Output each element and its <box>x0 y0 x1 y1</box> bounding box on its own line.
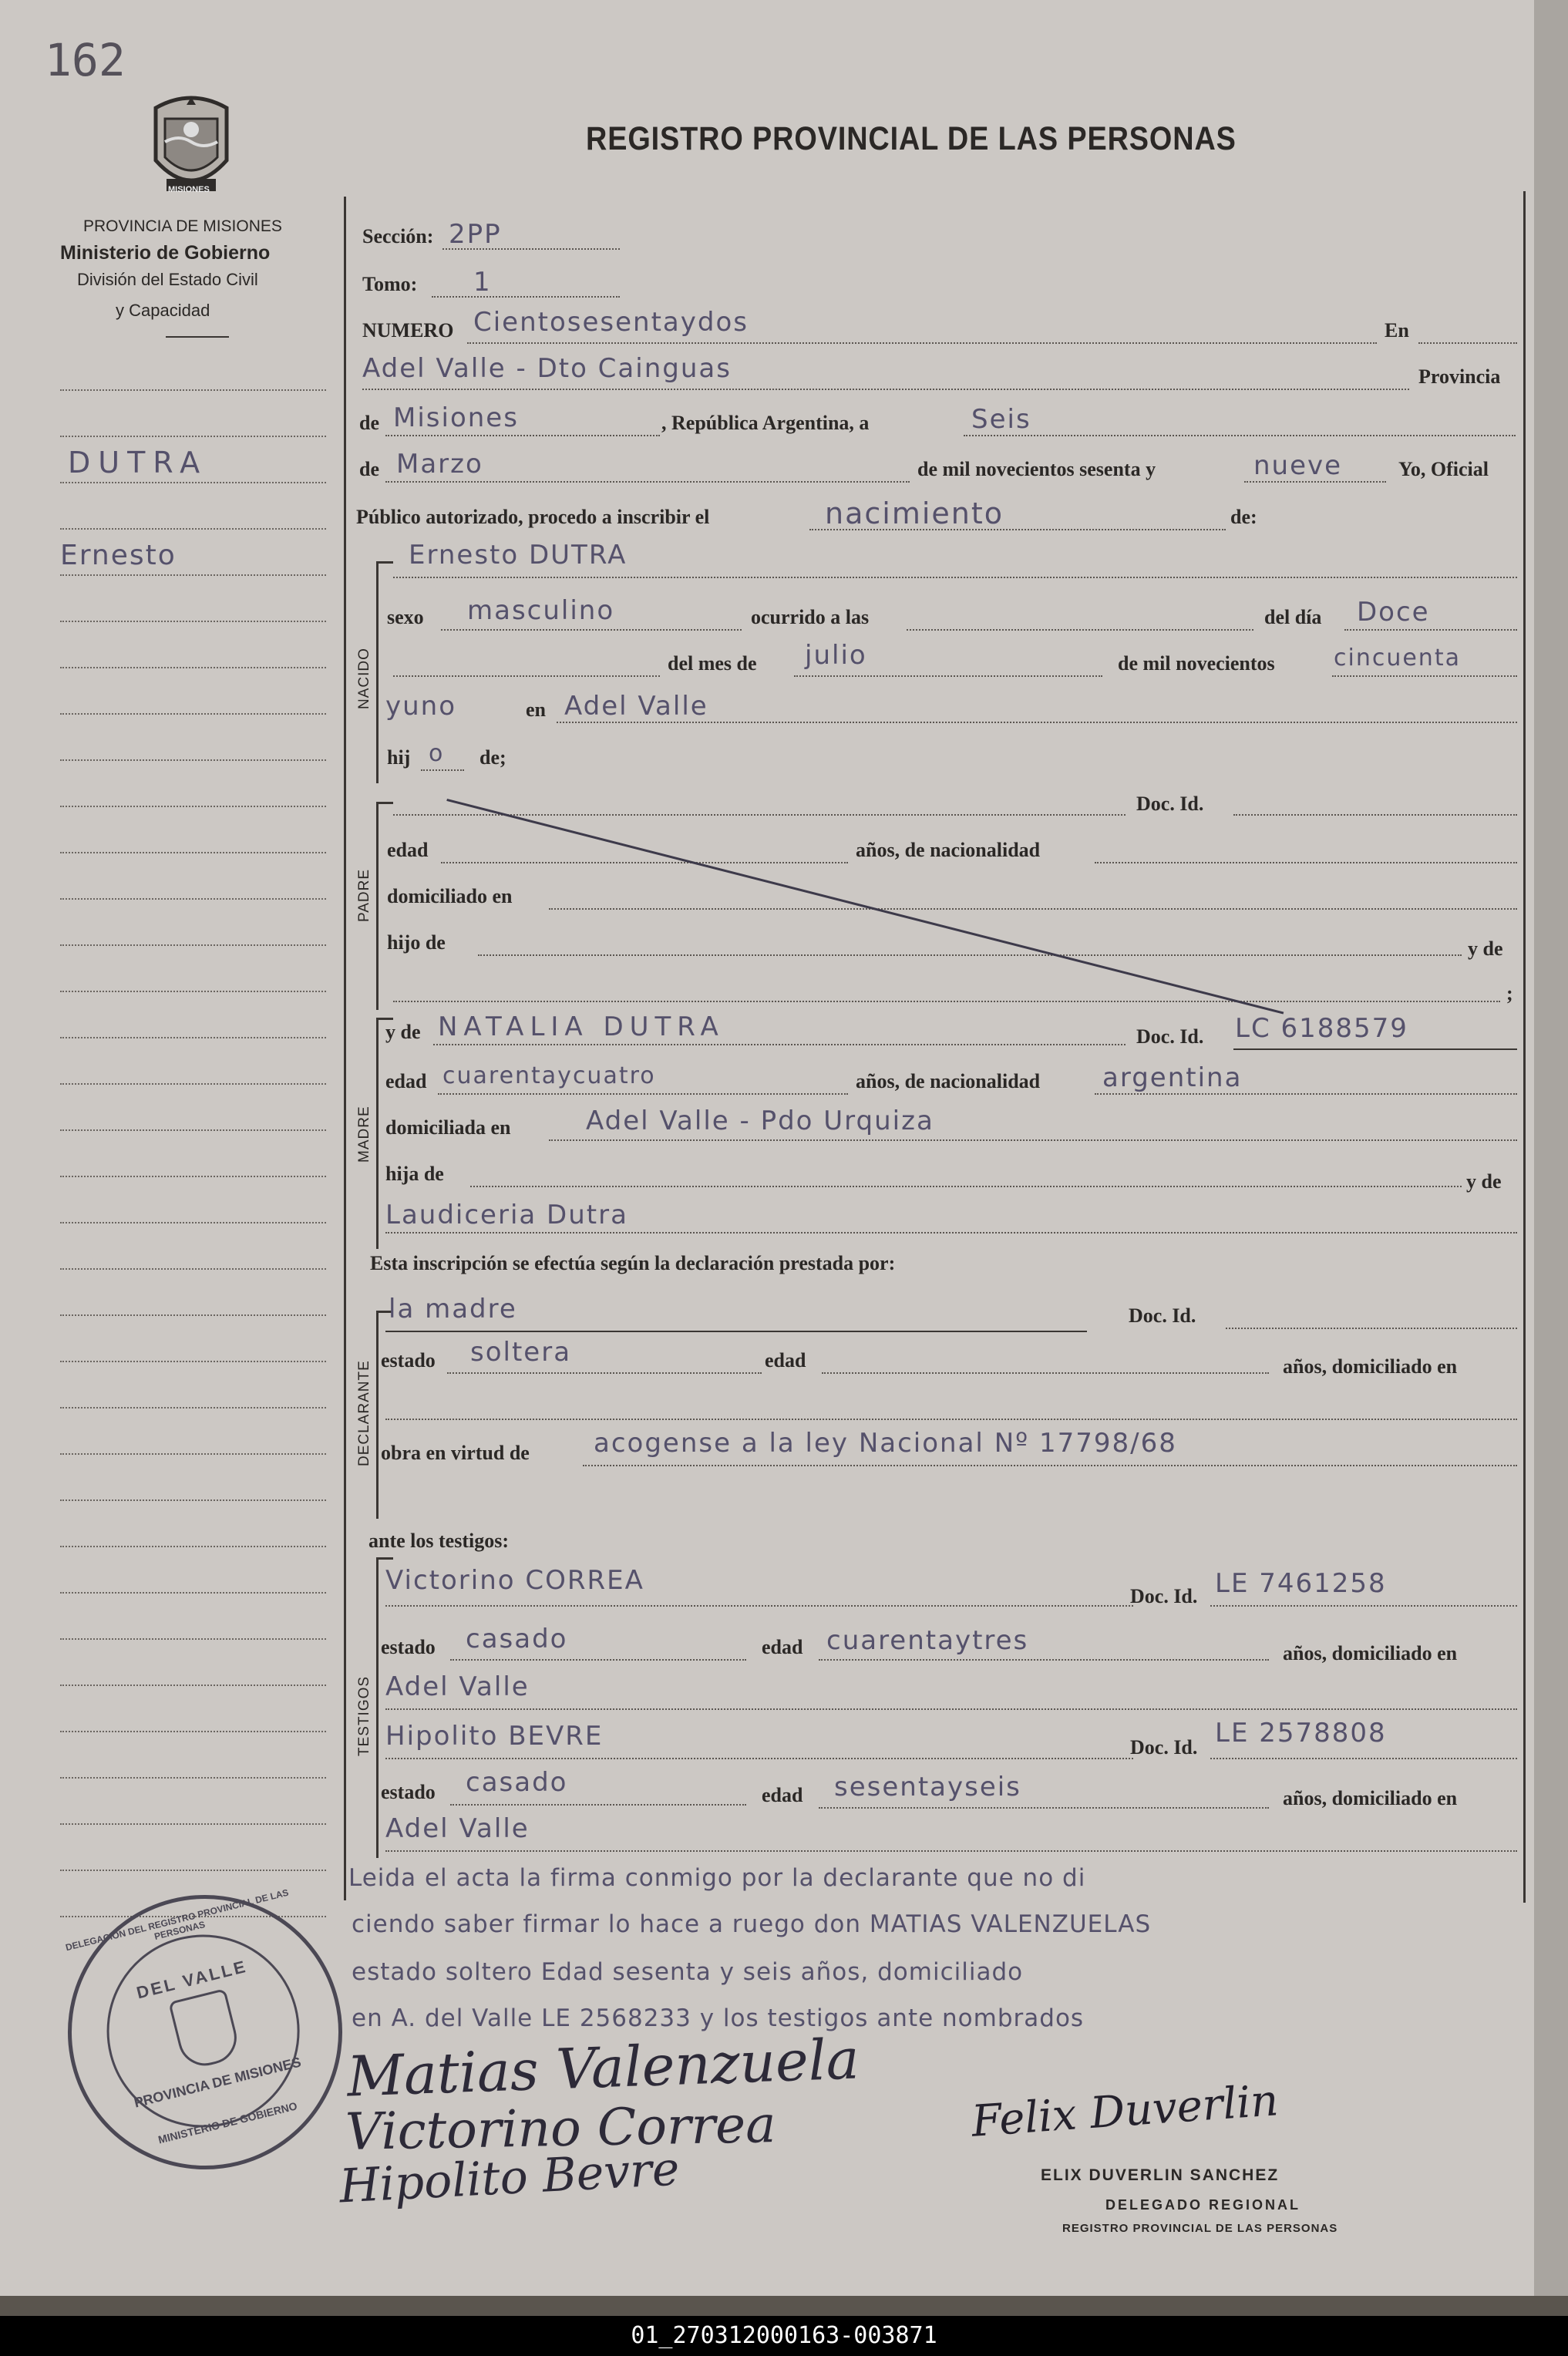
hij-line <box>421 769 464 771</box>
madre-hija-de-label: hija de <box>385 1163 444 1185</box>
division-name-1: División del Estado Civil <box>77 270 258 289</box>
padre-edad-line <box>441 862 848 863</box>
signature-matias-valenzuela: Matias Valenzuela <box>345 2026 860 2109</box>
padre-hijo-de-line <box>478 954 1462 956</box>
stamp-center-1: DEL VALLE <box>134 1956 250 2003</box>
provincia-value-line <box>385 435 660 436</box>
stamp-ring-text: DELEGACION DEL REGISTRO PROVINCIAL DE LAS PERSONAS <box>64 1886 290 1954</box>
testigo2-edad-line <box>819 1807 1269 1809</box>
stamp-center-2: PROVINCIA DE MISIONES <box>132 2054 303 2111</box>
side-label-nacido: NACIDO <box>356 648 372 709</box>
ocurrido-label: ocurrido a las <box>751 606 870 628</box>
official-name: ELIX DUVERLIN SANCHEZ <box>1041 2166 1280 2184</box>
madre-domicilio-value: Adel Valle - Pdo Urquiza <box>586 1106 934 1136</box>
padre-domicilio-line <box>549 908 1517 910</box>
declarante-estado-value: soltera <box>470 1337 572 1368</box>
page-title: REGISTRO PROVINCIAL DE LAS PERSONAS <box>586 120 1237 157</box>
padre-hijo-de-label: hijo de <box>387 931 446 954</box>
padre-domicilio-label: domiciliado en <box>387 885 513 907</box>
main-frame-left <box>344 197 346 1900</box>
testigo2-line <box>385 1758 1133 1759</box>
madre-nac-value: argentina <box>1102 1062 1243 1093</box>
page-number: 162 <box>45 34 126 86</box>
lugar-nac-value: Adel Valle <box>564 691 708 722</box>
declarante-nombre-underline <box>385 1331 1087 1332</box>
side-label-padre: PADRE <box>356 868 372 922</box>
margin-given-name: Ernesto <box>60 540 177 571</box>
image-id-caption: 01_270312000163-003871 <box>0 2316 1568 2356</box>
tomo-line <box>432 296 620 298</box>
lugar-value: Adel Valle - Dto Cainguas <box>362 353 732 384</box>
testigo2-doc-line <box>1210 1758 1517 1759</box>
dia-inscripcion-value: Seis <box>971 404 1031 435</box>
declarante-domicilio-line <box>385 1419 1517 1420</box>
official-role: DELEGADO REGIONAL <box>1105 2197 1301 2213</box>
testigo1-doc-line <box>1210 1605 1517 1607</box>
declarante-edad-line <box>822 1372 1269 1374</box>
page-bottom-edge <box>0 2296 1568 2316</box>
testigo1-dom-line <box>385 1708 1517 1710</box>
testigo2-doc-value: LE 2578808 <box>1215 1718 1387 1748</box>
padre-doc-label: Doc. Id. <box>1136 793 1204 815</box>
madre-bracket-top <box>376 1018 393 1020</box>
sexo-value: masculino <box>467 595 615 626</box>
coat-of-arms-icon <box>148 93 234 200</box>
seal-caption: MISIONES <box>168 185 210 194</box>
obra-value: acogense a la ley Nacional Nº 17798/68 <box>594 1428 1177 1459</box>
closing-line-1: Leida el acta la firma conmigo por la declarante que no di <box>348 1864 1086 1892</box>
madre-nombre-line <box>433 1044 1126 1045</box>
declarante-anios-label: años, domiciliado en <box>1283 1355 1458 1378</box>
madre-edad-label: edad <box>385 1070 427 1092</box>
declarante-doc-line <box>1226 1328 1517 1329</box>
anio-nac-value-2: yuno <box>385 691 457 722</box>
ministry-name: Ministerio de Gobierno <box>60 242 271 264</box>
testigo2-doc-label: Doc. Id. <box>1130 1736 1198 1759</box>
mes-inscripcion-line <box>385 481 910 483</box>
testigo1-edad-value: cuarentaytres <box>826 1625 1029 1656</box>
testigo1-doc-label: Doc. Id. <box>1130 1585 1198 1607</box>
padre-anios-label: años, de nacionalidad <box>856 839 1041 861</box>
padre-doc-line <box>1233 814 1517 816</box>
anio-value: nueve <box>1253 450 1343 481</box>
anio-nac-line <box>1332 675 1517 677</box>
madre-domicilio-line <box>549 1139 1517 1141</box>
page-edge-strip <box>1534 0 1568 2316</box>
madre-edad-value: cuarentaycuatro <box>442 1062 656 1089</box>
testigo1-estado-label: estado <box>381 1636 436 1658</box>
testigo1-doc-value: LE 7461258 <box>1215 1568 1387 1599</box>
padre-semicolon: ; <box>1506 982 1513 1005</box>
seccion-label: Sección: <box>362 225 434 247</box>
obra-line <box>583 1465 1517 1466</box>
testigo2-dom-value: Adel Valle <box>385 1813 530 1844</box>
testigo2-estado-line <box>450 1804 746 1806</box>
stamp-center-3: MINISTERIO DE GOBIERNO <box>156 2099 299 2146</box>
blank-line-nacido <box>393 675 660 677</box>
madre-doc-value: LC 6188579 <box>1235 1013 1408 1044</box>
hij-suffix: o <box>429 740 445 767</box>
seccion-value: 2PP <box>449 219 502 250</box>
anio-line <box>1244 481 1386 483</box>
republica-label: , República Argentina, a <box>661 412 870 434</box>
mes-value: julio <box>805 640 867 671</box>
mes-inscripcion-value: Marzo <box>396 449 483 480</box>
en-label-2: en <box>526 698 546 721</box>
hora-line <box>907 629 1253 631</box>
numero-value: Cientosesentaydos <box>473 307 749 338</box>
testigo1-edad-line <box>819 1659 1269 1661</box>
margin-surname: DUTRA <box>68 446 208 480</box>
testigo2-value: Hipolito BEVRE <box>385 1721 604 1752</box>
madre-anios-label: años, de nacionalidad <box>856 1070 1041 1092</box>
signature-official: Felix Duverlin <box>970 2075 1280 2147</box>
testigo1-value: Victorino CORREA <box>385 1565 644 1596</box>
testigos-bracket <box>376 1557 379 1858</box>
side-label-madre: MADRE <box>356 1106 372 1163</box>
declarante-doc-label: Doc. Id. <box>1129 1304 1196 1327</box>
de-label-2: de <box>359 458 379 480</box>
provincia-label: Provincia <box>1418 365 1501 388</box>
provincia-value: Misiones <box>393 402 519 433</box>
del-mes-label: del mes de <box>668 652 757 675</box>
inscripcion-label: Esta inscripción se efectúa según la declaración prestada por: <box>370 1252 896 1274</box>
testigo1-anios-label: años, domiciliado en <box>1283 1642 1458 1664</box>
numero-line <box>467 342 1377 344</box>
testigo2-edad-value: sesentayseis <box>834 1772 1021 1802</box>
mil-nov-label: de mil novecientos <box>1118 652 1275 675</box>
yo-oficial-label: Yo, Oficial <box>1398 458 1489 480</box>
testigo1-estado-value: casado <box>466 1624 568 1654</box>
madre-domicilio-label: domiciliada en <box>385 1116 511 1139</box>
testigos-bracket-top <box>376 1557 393 1560</box>
dia-line <box>1344 629 1517 631</box>
nacido-bracket <box>376 561 379 783</box>
lugar-nac-line <box>557 722 1517 723</box>
lugar-line <box>362 389 1409 390</box>
de-semi-label: de; <box>479 746 506 769</box>
madre-doc-underline <box>1233 1048 1517 1050</box>
acto-value: nacimiento <box>825 496 1004 530</box>
nombre-value: Ernesto DUTRA <box>409 540 628 570</box>
numero-label: NUMERO <box>362 319 454 342</box>
testigo2-estado-label: estado <box>381 1781 436 1803</box>
nacido-bracket-top <box>376 561 393 564</box>
madre-y-de-label: y de <box>385 1021 421 1043</box>
madre-bracket <box>376 1018 379 1249</box>
main-frame-right <box>1523 191 1526 1903</box>
anio-nac-value-1: cincuenta <box>1334 645 1461 671</box>
padre-edad-label: edad <box>387 839 429 861</box>
madre-nac-line <box>1095 1093 1517 1095</box>
padre-bracket <box>376 802 379 1010</box>
signature-victorino-correa: Victorino Correa <box>345 2095 777 2162</box>
division-underline <box>166 336 229 338</box>
province-name: PROVINCIA DE MISIONES <box>83 217 282 235</box>
closing-line-4: en A. del Valle LE 2568233 y los testigos ante nombrados <box>352 2004 1085 2032</box>
testigo2-dom-line <box>385 1850 1517 1852</box>
nombre-line <box>393 577 1517 578</box>
testigo2-estado-value: casado <box>466 1767 568 1798</box>
testigo1-edad-label: edad <box>762 1636 803 1658</box>
declarante-estado-label: estado <box>381 1349 436 1372</box>
padre-strike-line <box>446 799 1284 1015</box>
testigo1-dom-value: Adel Valle <box>385 1671 530 1702</box>
signature-hipolito-bevre: Hipolito Bevre <box>338 2142 681 2214</box>
side-label-declarante: DECLARANTE <box>356 1360 372 1466</box>
madre-abuela-value: Laudiceria Dutra <box>385 1200 628 1230</box>
mil-nov-sesenta-label: de mil novecientos sesenta y <box>917 458 1156 480</box>
official-office: REGISTRO PROVINCIAL DE LAS PERSONAS <box>1062 2222 1338 2235</box>
madre-hija-de-line <box>470 1186 1462 1187</box>
declarante-estado-line <box>447 1372 762 1374</box>
tomo-value: 1 <box>473 267 492 298</box>
de-label-1: de <box>359 412 379 434</box>
madre-y-de-abuela-label: y de <box>1466 1170 1502 1193</box>
obra-label: obra en virtud de <box>381 1442 530 1464</box>
padre-bracket-top <box>376 802 393 804</box>
sexo-label: sexo <box>387 606 424 628</box>
dia-value: Doce <box>1357 597 1430 628</box>
mes-line <box>794 675 1102 677</box>
madre-edad-line <box>438 1093 848 1095</box>
madre-doc-label: Doc. Id. <box>1136 1025 1204 1048</box>
testigo1-estado-line <box>450 1659 746 1661</box>
madre-nombre-value: NATALIA DUTRA <box>438 1011 725 1042</box>
del-dia-label: del día <box>1264 606 1322 628</box>
padre-y-de-line <box>393 1001 1500 1002</box>
tomo-label: Tomo: <box>362 273 418 295</box>
padre-y-de-label: y de <box>1468 937 1503 960</box>
en-label: En <box>1385 319 1409 342</box>
dia-inscripcion-line <box>964 435 1516 436</box>
testigos-label: ante los testigos: <box>368 1530 509 1552</box>
closing-line-2: ciendo saber firmar lo hace a ruego don MATIAS VALENZUELAS <box>352 1910 1152 1938</box>
padre-nac-line <box>1095 862 1517 863</box>
de-colon-label: de: <box>1230 506 1257 528</box>
hij-label: hij <box>387 746 411 769</box>
publico-label: Público autorizado, procedo a inscribir el <box>356 506 710 528</box>
declarante-edad-label: edad <box>765 1349 806 1372</box>
sexo-line <box>441 629 742 631</box>
testigo1-line <box>385 1605 1133 1607</box>
en-line <box>1418 342 1517 344</box>
division-name-2: y Capacidad <box>116 301 210 320</box>
closing-line-3: estado soltero Edad sesenta y seis años, domiciliado <box>352 1958 1024 1986</box>
declarante-nombre-value: la madre <box>389 1294 517 1324</box>
madre-abuela-line <box>385 1232 1517 1234</box>
declarante-bracket <box>376 1311 379 1519</box>
testigo2-edad-label: edad <box>762 1784 803 1806</box>
side-label-testigos: TESTIGOS <box>356 1675 372 1756</box>
testigo2-anios-label: años, domiciliado en <box>1283 1787 1458 1809</box>
